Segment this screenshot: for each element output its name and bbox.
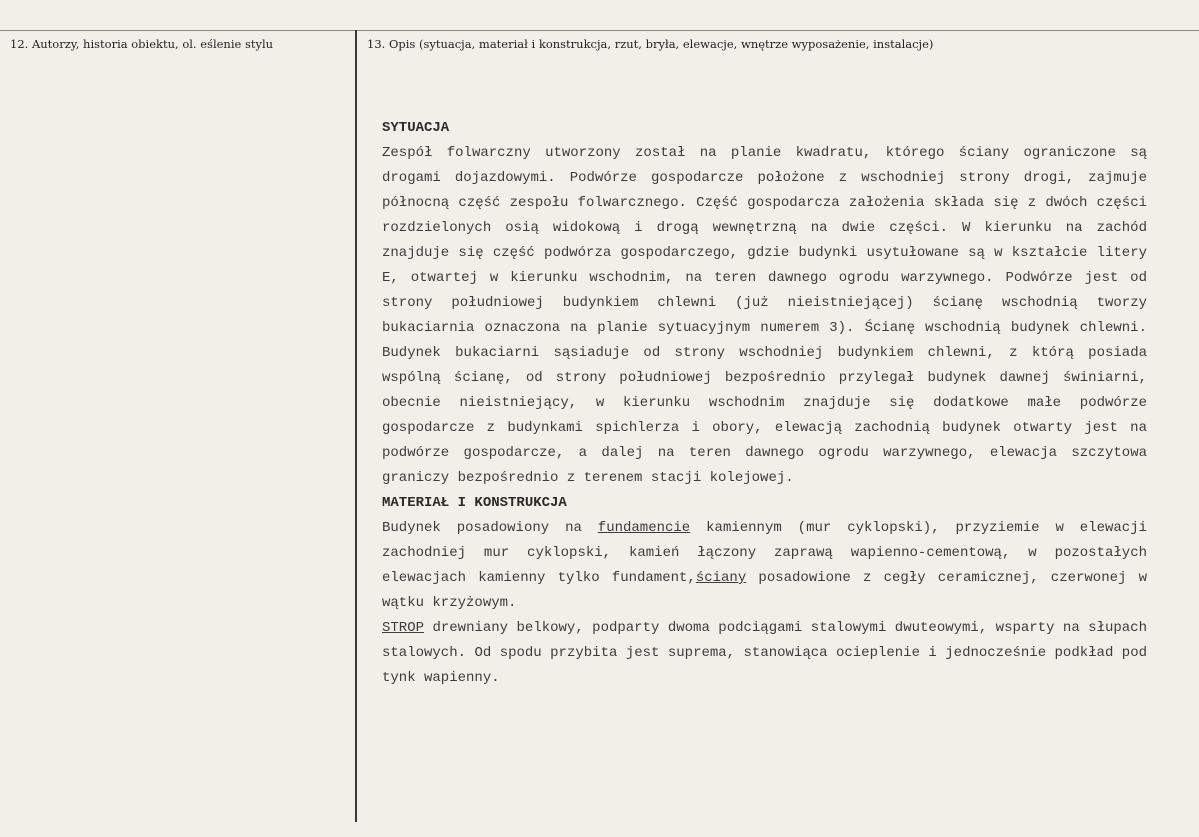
field-13-label: 13. Opis (sytuacja, materiał i konstrukcja, rzut, bryła, elewacje, wnętrze wyposażenie, instalacje) <box>367 37 934 51</box>
strop-underlined: STROP <box>382 620 425 636</box>
material-text-b: kamiennym (mur cyklopski), przyziemie w elewacji zachodniej mur cyklopski, kamień łączony zaprawą wapienno-cementową, w pozostałych elewacjach kamienny tylko fundament, <box>382 520 1148 586</box>
material-text-a: Budynek posadowiony na <box>382 520 598 536</box>
ceiling-paragraph <box>382 616 1147 691</box>
material-paragraph <box>382 516 1147 616</box>
header-divider <box>0 30 1199 31</box>
walls-underlined: ściany <box>695 570 747 586</box>
situation-paragraph: Zespół folwarczny utworzony został na planie kwadratu, którego ściany ograniczone są drogami dojazdowymi. Podwórze gospodarcze położone z wschodniej strony drogi, zajmuje północną część zespołu folwarcznego. Część gospodarcza założenia składa się z dwóch części rozdzielonych osią widokową i drogą wewnętrzną na dwie części. W kierunku na zachód znajduje się część podwórza gospodarczego, gdzie budynki usytułowane są w kształcie litery E, otwartej w kierunku wschodnim, na teren dawnego ogrodu warzywnego. Podwórze jest od strony południowej budynkiem chlewni (już nieistniejącej) ścianę wschodnią tworzy bukaciarnia oznaczona na planie sytuacyjnym numerem 3). Ścianę wschodnią budynek chlewni. Budynek bukaciarni sąsiaduje od strony wschodniej budynkiem chlewni, z którą posiada wspólną ścianę, od strony południowej bezpośrednio przylegał budynek dawnej świniarni, obecnie nieistniejący, w kierunku wschodnim znajduje się dodatkowe małe podwórze gospodarcze z budynkami spichlerza i obory, elewacją zachodnią budynek otwarty jest na podwórze gospodarcze, a dalej na teren dawnego ogrodu warzywnego, elewacja szczytowa graniczy bezpośrednio z terenem stacji kolejowej. <box>382 145 1147 486</box>
section-heading-material: MATERIAŁ I KONSTRUKCJA <box>382 495 567 511</box>
fundament-underlined: fundamencie <box>597 520 691 536</box>
column-divider <box>355 30 357 822</box>
material-text-c: posadowione z cegły ceramicznej, czerwonej w wątku krzyżowym. <box>382 570 1148 611</box>
field-12-label: 12. Autorzy, historia obiektu, ol. eślenie stylu <box>10 37 274 51</box>
description-body <box>382 116 1147 691</box>
ceiling-text: drewniany belkowy, podparty dwoma podciągami stalowymi dwuteowymi, wsparty na słupach stalowych. Od spodu przybita jest suprema, stanowiąca ocieplenie i jednocześnie podkład pod tynk wapienny. <box>382 620 1147 686</box>
section-heading-situation: SYTUACJA <box>382 120 450 136</box>
